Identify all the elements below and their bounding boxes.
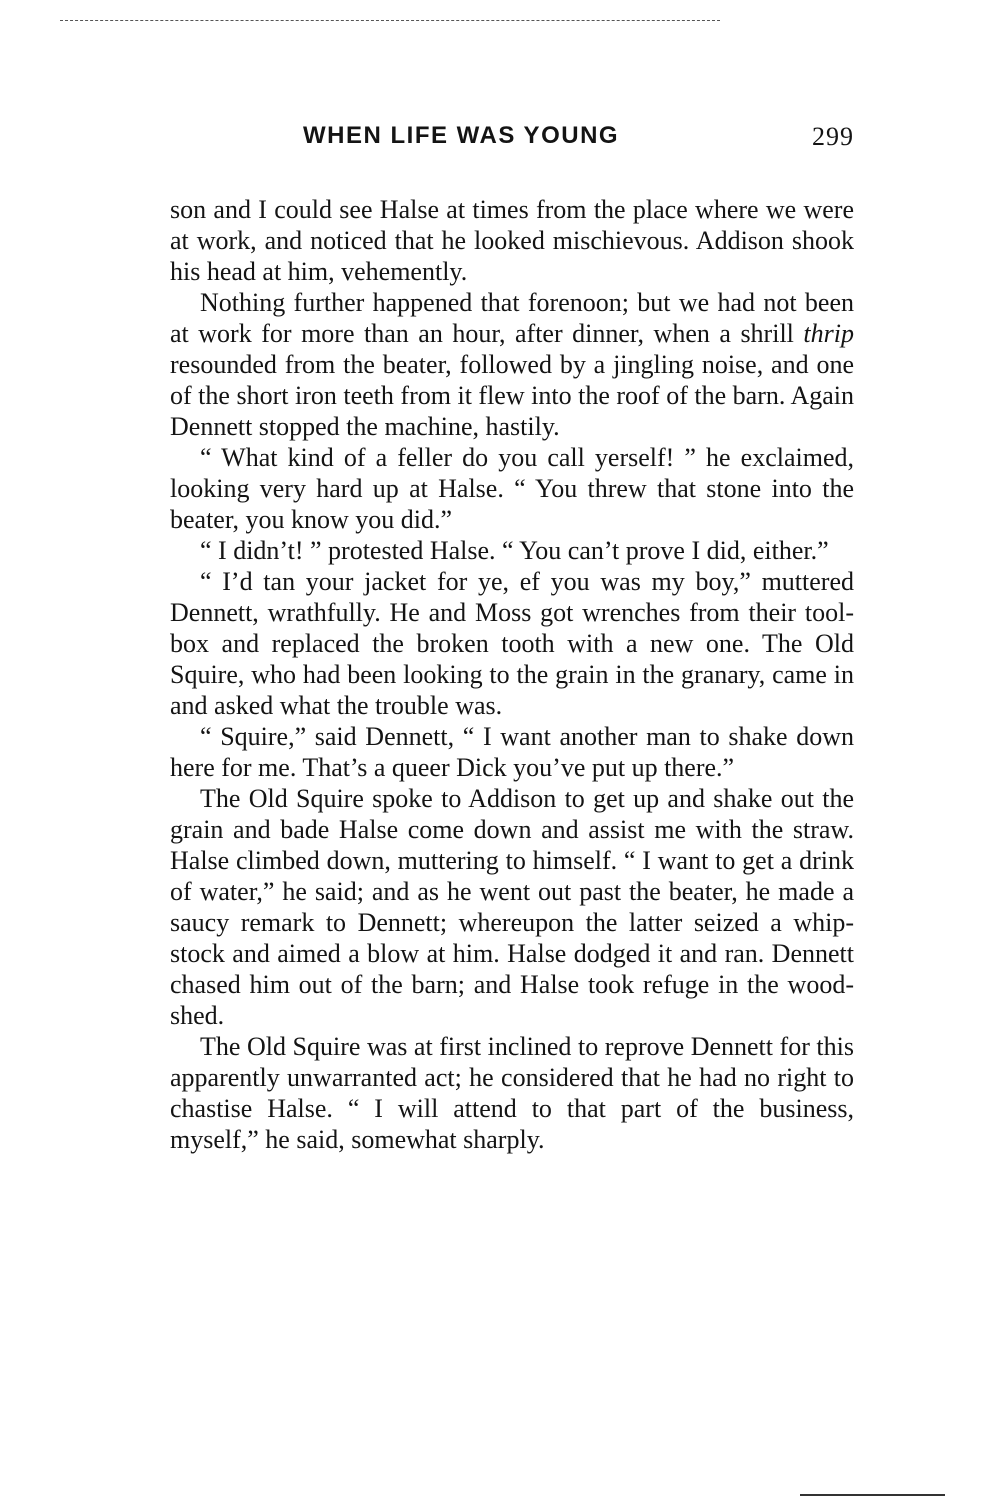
body-text	[170, 194, 854, 1155]
paragraph: “ I’d tan your jacket for ye, ef you was my boy,” muttered Dennett, wrathfully. He and Moss got wrenches from their tool-box and replaced the broken tooth with a new one. The Old Squire, who had been looking to the grain in the granary, came in and asked what the trouble was.	[170, 567, 854, 720]
paragraph: “ I didn’t! ” protested Halse. “ You can’t prove I did, either.”	[200, 536, 829, 565]
paragraph-continuation: son and I could see Halse at times from the place where we were at work, and noticed that he looked mischievous. Addison shook his head at him, vehemently.	[170, 195, 854, 286]
paragraph: “ What kind of a feller do you call yerself! ” he exclaimed, looking very hard up at Halse. “ You threw that stone into the beater, you know you did.”	[170, 443, 854, 534]
paragraph: Nothing further happened that forenoon; but we had not been at work for more than an hour, after dinner, when a shrill thrip resounded from the beater, followed by a jingling noise, and one of the short iron teeth from it flew into the roof of the barn. Again Dennett stopped the machine, hastily.	[170, 288, 854, 441]
paragraph: The Old Squire spoke to Addison to get up and shake out the grain and bade Halse come down and assist me with the straw. Halse climbed down, muttering to himself. “ I want to get a drink of water,” he said; and as he went out past the beater, he made a saucy remark to Dennett; whereupon the latter seized a whip-stock and aimed a blow at him. Halse dodged it and ran. Dennett chased him out of the barn; and Halse took refuge in the wood-shed.	[170, 784, 854, 1030]
bottom-edge-rule	[800, 1494, 945, 1496]
running-head	[170, 122, 854, 162]
paragraph: “ Squire,” said Dennett, “ I want another man to shake down here for me. That’s a queer Dick you’ve put up there.”	[170, 722, 854, 782]
top-edge-rule	[60, 20, 720, 21]
italic-word: thrip	[803, 319, 854, 348]
paragraph: The Old Squire was at first inclined to reprove Dennett for this apparently unwarranted act; he considered that he had no right to chastise Halse. “ I will attend to that part of the business, myself,” he said, somewhat sharply.	[170, 1032, 854, 1154]
running-title: WHEN LIFE WAS YOUNG	[303, 122, 620, 149]
page-number: 299	[812, 122, 854, 151]
